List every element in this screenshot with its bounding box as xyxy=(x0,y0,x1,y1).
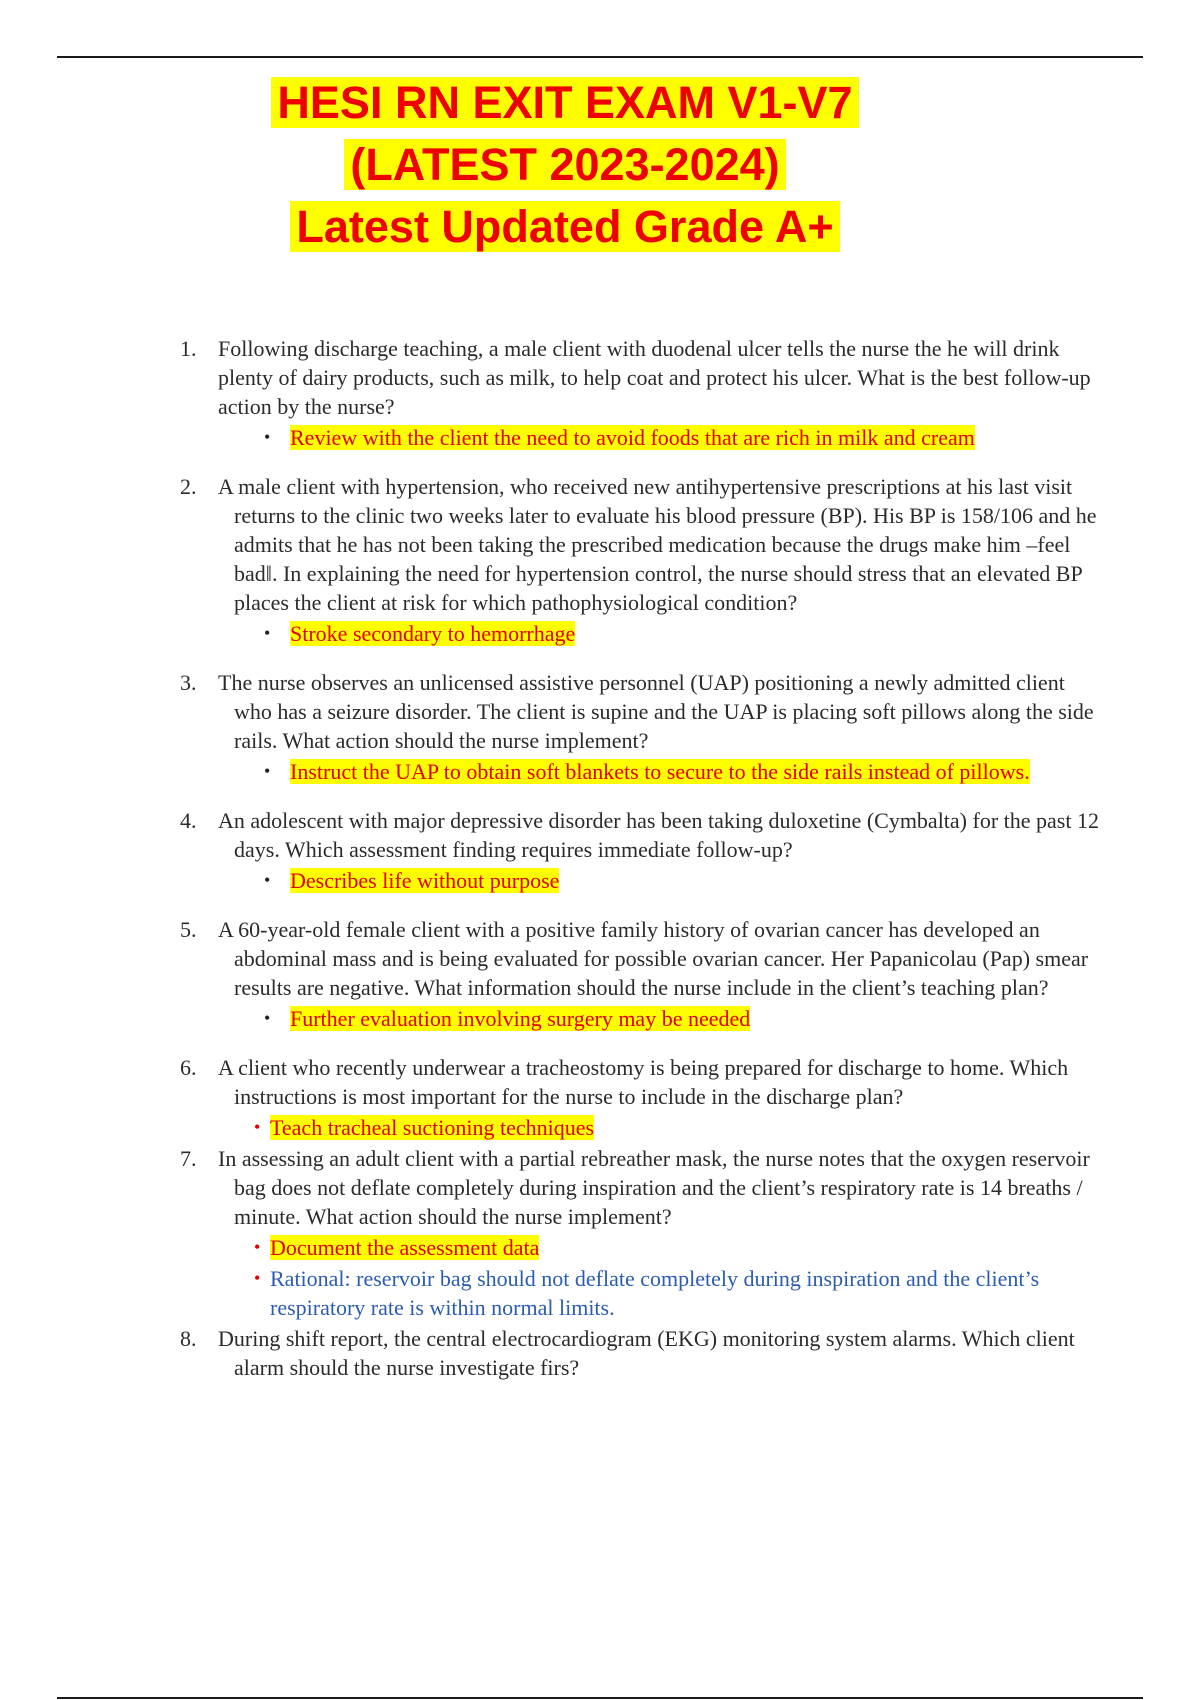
top-rule xyxy=(57,56,1143,58)
bullet-icon: • xyxy=(254,1117,261,1137)
answer-text: Instruct the UAP to obtain soft blankets to secure to the side rails instead of pillows. xyxy=(290,759,1030,784)
bullet-icon: • xyxy=(254,1268,261,1288)
answer-list xyxy=(218,1233,1105,1322)
rationale-text: Rational: reservoir bag should not deflate completely during inspiration and the client’s respiratory rate is within normal limits. xyxy=(270,1266,1040,1320)
answer-text: Review with the client the need to avoid foods that are rich in milk and cream xyxy=(290,425,975,450)
question-item xyxy=(180,668,1105,786)
question-number: 4. xyxy=(180,808,197,833)
answer-list xyxy=(218,1113,1105,1142)
bottom-rule xyxy=(57,1697,1143,1699)
title-line-1: HESI RN EXIT EXAM V1-V7 xyxy=(0,72,1130,134)
answer-text: Further evaluation involving surgery may be needed xyxy=(290,1006,751,1031)
question-text: A client who recently underwear a tracheostomy is being prepared for discharge to home. Which instructions is most important for the nurse to include in the discharge plan? xyxy=(218,1055,1069,1109)
question-text: A male client with hypertension, who received new antihypertensive prescriptions at his last visit returns to the clinic two weeks later to evaluate his blood pressure (BP). His BP is 158/106 and he admits that he has not been taking the prescribed medication because the drugs make him –feel bad‖. In explaining the need for hypertension control, the nurse should stress that an elevated BP places the client at risk for which pathophysiological condition? xyxy=(218,474,1097,615)
question-text: During shift report, the central electrocardiogram (EKG) monitoring system alarms. Which client alarm should the nurse investigate firs? xyxy=(218,1326,1075,1380)
question-item xyxy=(180,334,1105,452)
question-text: The nurse observes an unlicensed assistive personnel (UAP) positioning a newly admitted client who has a seizure disorder. The client is supine and the UAP is placing soft pillows along the side rails. What action should the nurse implement? xyxy=(218,670,1094,753)
answer-item xyxy=(218,1113,1105,1142)
bullet-icon: • xyxy=(254,1237,261,1257)
bullet-icon: • xyxy=(264,1008,271,1028)
question-item xyxy=(180,1324,1105,1382)
answer-item xyxy=(218,757,1105,786)
question-number: 1. xyxy=(180,336,197,361)
answer-list xyxy=(218,866,1105,895)
document-title xyxy=(0,72,1130,258)
title-line-3: Latest Updated Grade A+ xyxy=(0,196,1130,258)
question-text: A 60-year-old female client with a positive family history of ovarian cancer has developed an abdominal mass and is being evaluated for possible ovarian cancer. Her Papanicolau (Pap) smear results are negative. What information should the nurse include in the client’s teaching plan? xyxy=(218,917,1089,1000)
answer-list xyxy=(218,423,1105,452)
question-number: 7. xyxy=(180,1146,197,1171)
question-text: In assessing an adult client with a partial rebreather mask, the nurse notes that the oxygen reservoir bag does not deflate completely during inspiration and the client’s respiratory rate is 14 breaths / minute. What action should the nurse implement? xyxy=(218,1146,1090,1229)
bullet-icon: • xyxy=(264,427,271,447)
question-number: 2. xyxy=(180,474,197,499)
question-number: 3. xyxy=(180,670,197,695)
answer-text: Teach tracheal suctioning techniques xyxy=(270,1115,595,1140)
answer-text: Stroke secondary to hemorrhage xyxy=(290,621,576,646)
answer-text: Document the assessment data xyxy=(270,1235,540,1260)
answer-item xyxy=(218,1004,1105,1033)
question-item xyxy=(180,1144,1105,1322)
rationale-item xyxy=(218,1264,1105,1322)
answer-list xyxy=(218,757,1105,786)
bullet-icon: • xyxy=(264,623,271,643)
question-number: 5. xyxy=(180,917,197,942)
answer-text: Describes life without purpose xyxy=(290,868,560,893)
question-text: An adolescent with major depressive disorder has been taking duloxetine (Cymbalta) for the past 12 days. Which assessment finding requires immediate follow-up? xyxy=(218,808,1099,862)
answer-item xyxy=(218,1233,1105,1262)
answer-item xyxy=(218,423,1105,452)
question-item xyxy=(180,472,1105,648)
question-number: 6. xyxy=(180,1055,197,1080)
title-line-2: (LATEST 2023-2024) xyxy=(0,134,1130,196)
bullet-icon: • xyxy=(264,761,271,781)
question-item xyxy=(180,915,1105,1033)
bullet-icon: • xyxy=(264,870,271,890)
question-list xyxy=(180,334,1105,1382)
answer-list xyxy=(218,1004,1105,1033)
question-number: 8. xyxy=(180,1326,197,1351)
answer-list xyxy=(218,619,1105,648)
question-item xyxy=(180,806,1105,895)
answer-item xyxy=(218,866,1105,895)
question-item xyxy=(180,1053,1105,1142)
answer-item xyxy=(218,619,1105,648)
question-text: Following discharge teaching, a male client with duodenal ulcer tells the nurse the he will drink plenty of dairy products, such as milk, to help coat and protect his ulcer. What is the best follow-up action by the nurse? xyxy=(218,336,1091,419)
